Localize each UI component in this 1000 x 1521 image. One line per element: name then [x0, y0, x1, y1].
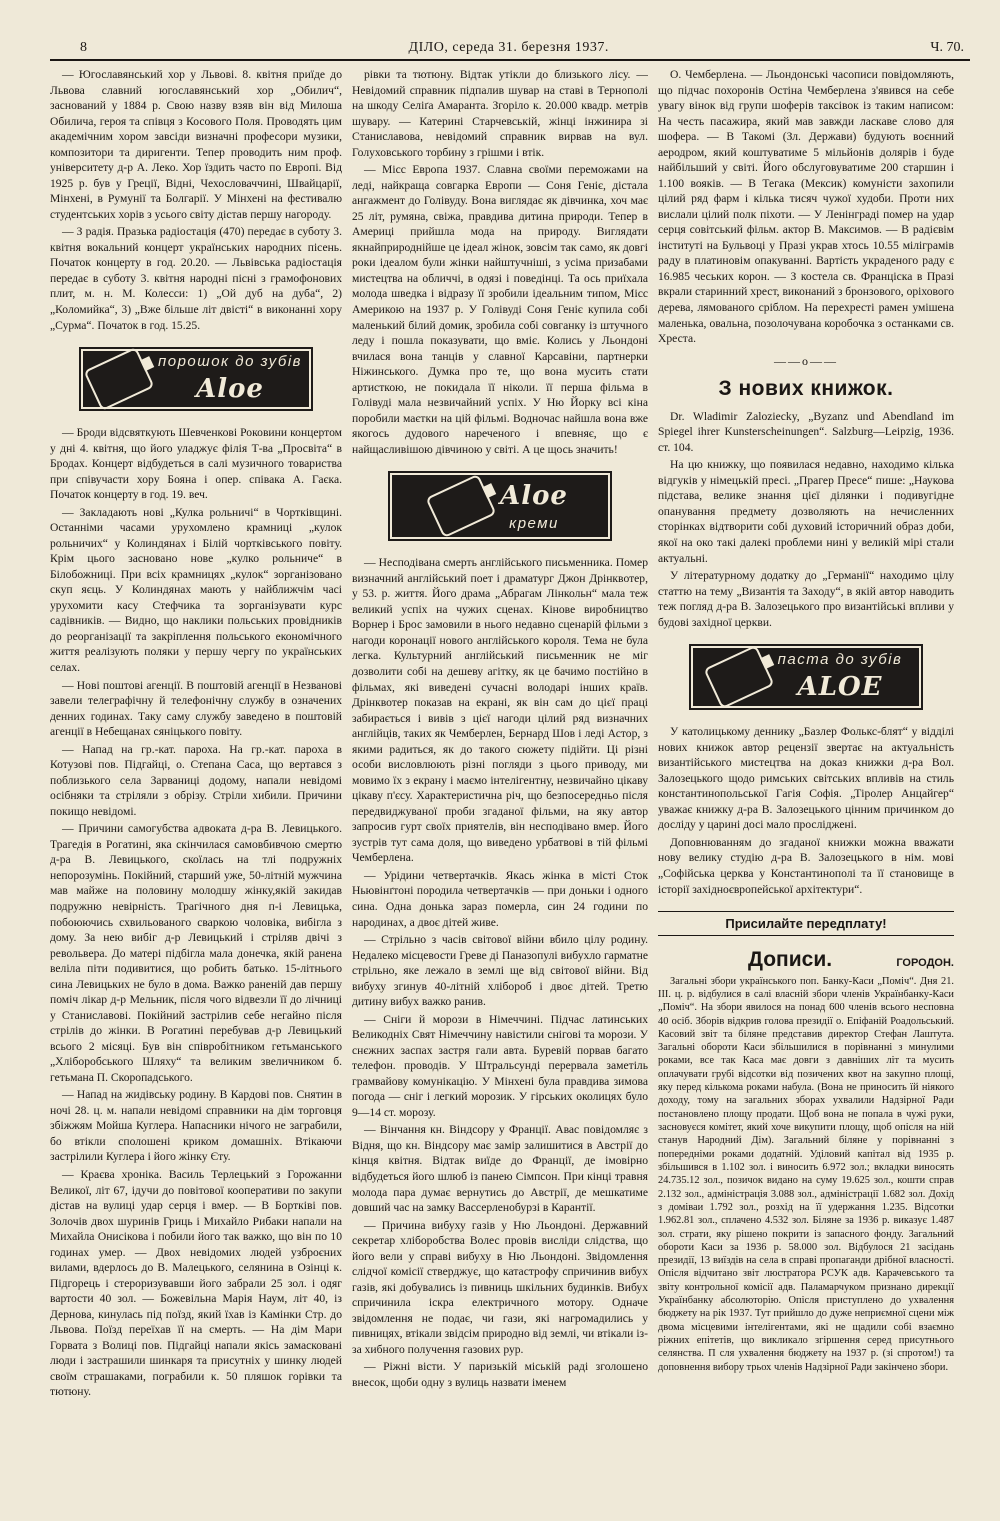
- article-miss-europe: — Місс Европа 1937. Славна своїми переможами на леді, найкраща совгарка Европи — Соня Геніє, дістала ангажмент до Голівуду. Вона виглядає як дівчинка, хоч має 25 літ, румяна, свіжа, правдива дитина природи. Тепер в Америці прийшла мода на природу. Виглядати якнайприроднійше це ідеал жінок, зовсім так само, як довгі роки ідеалом були жінки найштучніші, з усіма призабами мистецтва на обличчі, в одязі і поведінці. Та ось приїхала молода шведка і відразу її зробили ідеальним типом, Місс Америкою на 1937 р. У Голівуді Соня Геніє купила собі маленький білий домик, зробила собі совганку із штучного леду і пошла показувати, що вміє. Колись у Льондоні вчилася вона танців у славної Карсавіни, партнерки Ніжинського. Думка про те, що вона мусить стати артисткою, не покидала її ніколи. її перша фільма в Голівуді мала незвичайний успіх. У Ню Йорку всі кіна поробили маєтки на цій фільмі. Водночас найшла вона вже якогось дудового нареченого і впевняє, що є найщасливішою дівчиною у світі. А це щось значить!: [352, 163, 648, 456]
- dopysy-title: Дописи.: [748, 948, 833, 972]
- dopysy-place: ГОРОДОН.: [896, 957, 954, 970]
- article-levytsky-suicide: — Причини самогубства адвоката д-ра В. Левицького. Трагедія в Рогатині, яка скінчилася самовбивчою смертю д-ра В. Левицького, скоїлась на тлі подружніх непорозумінь. Покійний, старший уже, 50-літній мужчина мав майже на половину молодшу жінку,якій закидав подружню невірність. Трагічного дня п-і Левицька, побоюючись схвильованого сваркою чоловіка, вибігла з дому. За нею вибіг д-р Левицький і стріляв двічі з револьвера. До матері підбігла мала донечка, якій ранена веліла піти подивитися, що робить батько. 15-літнього сина Левицьких не було в дома. Важко раненій дав першу поміч лікар д-р Мельник, після чого відвезли її до лічниці у Станиславові. Покійний застрілив себе негайно після стрілів до жінки. В Рогатині перебував д-р Левицький всього 2 місяці. Був він співробітником гетьманського „Хліборобського Шляху“ та великим звеличником б. гетьмана П. Скоропадського.: [50, 822, 342, 1084]
- article-attack-priest: — Напад на гр.-кат. пароха. На гр.-кат. пароха в Котузові пов. Підгайці, о. Степана Саса, що вертався з поблизького села Зарваниці додому, напали невідомі осібняки та стріляли з обрізу. Стріли хибили. Причини покищо невідомі.: [50, 742, 342, 818]
- article-postal-agencies: — Нові поштові агенції. В поштовій агенції в Незванові завели телеграфічну й телефонічну службу в означених денних годинах. Таку саму службу заведено в поштовій агенції в Небещанах сяніцького повіту.: [50, 678, 342, 739]
- ad-brand: Aloe: [196, 373, 264, 404]
- issue-number: Ч. 70.: [930, 40, 964, 55]
- ad-subtitle: порошок до зубів: [157, 352, 303, 370]
- tube-icon: [83, 347, 154, 411]
- article-regional-chronicle: — Краєва хроніка. Василь Терлецький з Горожанни Великої, літ 67, ідучи до повітової кооперативи по закупи дістав на вулиці удар серця і вмер. — В Бортківі пов. Золочів двох шуринів Гриць і Михайло Рибаки напали на Михайла Онисікова і побили його так важко, що він по 10 годинах умер. — Двох невідомих людей узброєних вилами, вдерлось до В. Малецького, селянина в Озінці к. Підгорець і стероризувавши його забрали 25 зол. і одяг вартости 40 зол. — Божевільна Марія Наум, літ 40, із Дернова, кинулась під поїзд, який їхав із Камінки Стр. до Львова. Поїзд переїхав її на смерть. — На дім Мари Горвата з Волиці пов. Підгайці напали якісь замасковані люди і застрашили шинкаря та присутніх у шинку людей своїм страшаками, пограбили к. 50 пляшок горівки та тютюну.: [50, 1168, 342, 1399]
- article-chronicle-continued: рівки та тютюну. Відтак утікли до близького лісу. — Невідомий справник підпалив шувар на ставі в Тернополі на шкоду Селіґа Амаранта. Згоріло к. 20.000 квадр. метрів шувару. — Катерині Старчевській, жінці інжинира зі Станиславова, невідомий справник вирвав на вул. Голуховського торбину з грішми і втік.: [352, 68, 648, 159]
- dopysy-article: Загальні збори українського поп. Банку-Каси „Поміч“. Дня 21. III. ц. р. відбулися в салі власній збори членів Українбанку-Каси „Поміч“. На збори явилося на понад 600 членів всього несповна 40 осіб. Зборів відкрив голова президії о. Епіфаній Роадольський. Касовий звіт та біляне представив директор Стефан Лаштута. Загальні обороти Каси збільшилися в порівнанні з минулими роками, все так Каса має довги з давніших літ та мусить оплачувати грубі відсотки від позичених квот на закупно площі, яку перед кількома роками набула. (Вона не приносить їй ніякого доходу, тому на загальних зборах ухвалили Надзірної Ради постановлено площу продати. Щоб вона не попала в чужі руки, засновуєся комітет, який хоче викупити площу, щоб опісля на ній станув Народний Дім). Загальний біляне у порівнанні з попередніми роками додатній. Уділовий капітал від 1935 р. збільшився в 1.102 зол. і виносить 6.972 зол.; вкладки виносять 24.735.12 зол., позичок видано на суму 19.625 зол., кошти справ 2.132 зол., адміністрація 3.088 зол., адміністрації 1.682 зол. Дохід з доміваи 1.792 зол., розхід на її удержання 1.235. Відсотки 1.962.81 зол., сплачено 4.532 зол. Біляне за 1936 р. виказує 1.487 зол. страти, яку рішено покрити із запасного фонду. Загальний обороти Каси за 1936 р. 58.000 зол. Відбулося 21 засідань президії, 13 виїздів на села в справі пропаганди дрібної власності. Опісля відчитано звіт люстратора РСУК адв. Карачевського та звіту контрольної комісії адв. Паламарчуком признано дирекції Українбанку абсолюторію. Опісля приступлено до ухвалення бюджету на рік 1937. Тут прийшло до дуже неприємної сцени між двома місцевими інтелігентами, які не щадили собі взаємно ріжних епітетів, що викликало згіршення серед присутнього селянства. П сля ухвалення бюджету на 1937 р. (зі спротом!) та доповнення вибору трьох членів Надзірної Ради закінчено збори.: [658, 975, 954, 1373]
- book-reference: Dr. Wladimir Zaloziecky, „Byzanz und Abendland im Spiegel ihrer Kunsterscheinungen“. Salzburg—Leipzig, 1936. ст. 104.: [658, 409, 954, 454]
- ad-brand: Aloe: [500, 480, 568, 511]
- article-quadruplets: — Урідини четвертачків. Якась жінка в місті Сток Ньювінґтоні породила четвертачків — при доньки і одного сина. Одна донька зараз померла, син 24 години по народинах, а двоє дітей живе.: [352, 868, 648, 929]
- page-number: 8: [80, 40, 87, 55]
- aloe-toothpaste-ad: [689, 644, 923, 710]
- cream-jar-icon: [425, 474, 496, 538]
- columns: [50, 67, 970, 1507]
- article-shell-explosion: — Стрільно з часів світової війни вбило цілу родину. Недалеко місцевости Греве ді Паназопулі вибухло гарматне стрільно, яке лежало в землі ще від світової війни. Від вибуху згинув 40-літній хлібороб і двоє дітей. Третю дитину вибух важко ранив.: [352, 933, 648, 1009]
- book-review-1: На цю книжку, що появилася недавно, находимо кілька відгуків у німецькій пресі. „Прагер Пресе“ пише: „Наукова підстава, велике знання цієї ділянки і подивугідне опанування предмету дозволяють на нечисленних сторінках відтворити собі духовий історичний образ доби, якої на око такі далекі проблеми нині у великій мірі стали актуальні.: [658, 458, 954, 565]
- article-attack-family: — Напад на жидівську родину. В Кардові пов. Снятин в ночі 28. ц. м. напали невідомі справники на дім торговця збіжжям Мойша Куглера. Напасники нічого не заграбили, бо втікли сполошені криком домашніх. Втікаючи застрілили Куглера і його жінку Єту.: [50, 1088, 342, 1164]
- article-drinkwater-death: — Несподівана смерть англійського письменника. Помер визначний англійський поет і драматург Джон Дрінквотер, у 53. р. життя. Його драма „Абрагам Лінкольн“ мала теж великий успіх на чужих сценах. Кінове виробництво Ворнер і Брос замовили в нього недавно сценарій фільми з нагоди коронації нового англійського короля. Тема не була легка. Культурний англійський письменник не міг дозволити собі на дешеву агітку, як це бачимо постійно в фільмах, які виведені сучасні володарі інших країв. Дрінквотер показав на екрані, як він сам до цієї праці забирається і вивів з цієї нагоди цілий ряд визначних англійців, таких як Чемберлен, Бернард Шов і леді Астор, з якими радиться, як до такого сюжету підійти. Ці різні особи висловлюють різні погляди з цього приводу, ми мовимо їх з екрану і маємо інтелігентну, незвичайно цікаву цікаву п'єсу. Характеристична річ, що безпосередньо після передвиджуваної проби згаданої фільми, на яку автор запросив гурт своїх приятелів, він несподівано вмер. Його зустрів тут сама доля, що виведено урбатвові в тій фільмі Чемберлена.: [352, 556, 648, 865]
- article-radio: — З радія. Празька радіостація (470) передає в суботу 3. квітня вокальний концерт українських народних пісень. Початок концерту в год. 20.20. — Львівська радіостація передає в суботу 3. квітня народні пісні з грамофонових плит, м. н. М. Колесси: 1) „Ой дуб на дуба“, 2) „Коломийка“, 3) „Вже більше літ двісті“ в виконанні хору „Сурма“. Початок в год. 15.25.: [50, 225, 342, 332]
- article-snow-germany: — Сніги й морози в Німеччині. Підчас латинських Великодніх Свят Німеччину навістили снігові та морози. У снєжних заспах застря гали авта. Буревій порвав багато телефон. проводів. У Штральсунді перервала заметіль грамвайову комунікацію. У Мінхені була правдива зимова погода — сніг і легкий морозик. У гірських околицях було 9—14 ст. морозу.: [352, 1012, 648, 1119]
- ad-subtitle: паста до зубів: [777, 650, 903, 668]
- article-misc-news: — Ріжні вісти. У паризькій міській раді зголошено внесок, щоби одну з вулиць назвати іменем: [352, 1360, 648, 1389]
- article-windsor-wedding: — Вінчання кн. Віндсору у Франції. Авас повідомляє з Відня, що кн. Віндсору має замір залишитися в Австрії до кінця квітня. Відтак виїде до Франції, де імовірно відбудеться його шлюб із панею Сімпсон. При кінці травня молода пара думає вернутись до Австрії, де мешкатиме довший час на замку Вассерленобурзі в Карантії.: [352, 1123, 648, 1215]
- ad-subtitle: креми: [509, 514, 559, 532]
- masthead-title: ДІЛО, середа 31. березня 1937.: [408, 40, 609, 55]
- aloe-toothpowder-ad: [79, 347, 313, 411]
- ad-brand: ALOE: [797, 671, 883, 702]
- divider: ——o——: [774, 353, 838, 368]
- subscribe-banner: Присилайте передплату!: [658, 911, 954, 936]
- column-2: [352, 67, 648, 1507]
- book-review-3: У католицькому деннику „Базлер Фолькс-блят“ у відділі нових книжок автор рецензії звертає на актуальність византійського мистецтва на доказ книжки д-ра Вол. Залозецького щодо римських світських впливів на стиль константинопольської Гагія Софія. „Тіролер Анцайгер“ уважає книжку д-ра В. Залозецького цінним причинком до досліду у царині досі мало просліджені.: [658, 725, 954, 832]
- column-3: [658, 67, 954, 1507]
- book-review-2: У літературному додатку до „Германії“ находимо цілу статтю на тему „Византія та Заходу“, в якій автор наводить теж погляд д-ра В. Залозецького про византійські впливи у будові західної церкви.: [658, 569, 954, 629]
- column-1: [50, 67, 342, 1507]
- article-yugoslav-choir: — Югославянський хор у Львові. 8. квітня приїде до Львова славний югославянський хор „Обилич“, заснований у 1884 р. Свою назву взяв він від Милоша Обилича, героя та співця з Косового Поля. Проводять цим академічним хором завсіди визначні професори музики, композитори та диригенти. Тепер проводить ним проф. університету д-р А. Леко. Хор їздить часто по Европі. Від 1925 р. був у Греції, Відні, Чехословаччині, Швайцарії, Мінхені, в Румунії та Болгарії. У Мінхені на фестивалю студентських хорів з усього світу дістав першу нагороду.: [50, 68, 342, 221]
- article-brody-shevchenko: — Броди відсвяткують Шевченкові Роковини концертом у дні 4. квітня, що його уладжує філія Т-ва „Просвіта“ в Бродах. Концерт відбудеться в салі музичного товариства при співучасти хору Бояна і опер. співака А. Гаєка. Початок концерту в год. 19. веч.: [50, 426, 342, 502]
- dopysy-header: [658, 946, 954, 974]
- book-review-4: Доповнюванням до згаданої книжки можна вважати нову велику студію д-ра В. Залозецького в нім. мові „Софійська церква у Константинополі та її становище в історії західноєвропейської архітектури“.: [658, 835, 954, 896]
- masthead: [50, 40, 970, 61]
- books-section-title: З нових книжок.: [718, 376, 894, 400]
- tube-icon: [703, 645, 774, 709]
- article-new-london-explosion: — Причина вибуху газів у Ню Льондоні. Державний секретар хліборобства Волес провів висліди слідства, що його вели у справі вибуху в Ню Льондоні. Звідомлення слідчої комісії стверджує, що катастрофу спричинив вибух газів, які добувались із пивниць шкільних будинків. Вибух спричинила іскра електричного мотору. Одначе звідомлення не подає, чи гази, які нагромадились у пивницях, втікали звідсім природно від землі, чи втікали із-за хибного получення газових рур.: [352, 1218, 648, 1356]
- article-misc-news-continued: О. Чемберлена. — Льондонські часописи повідомляють, що підчас похоронів Остіна Чемберлена з'явився на себе увагу вінок від групи шоферів таксівок із таким написом: На честь пасажира, який мав завжди ласкаве слово для шофера. — В Такомі (Зл. Держави) будують воєнний аеродром, який коштуватиме 5 мільйонів долярів і буде найбільший у світі. Його обслуговуватиме 200 старшин і 1.100 вояків. — В Тегака (Мексик) комуністи захопили цілий ряд фарм і кілька тисяч чужої худоби. Проти них вислали цілий полк піхоти. — У Ленінграді помер на удар серця совітський фільм. актор В. Максимов. — В радієвім інституті на Бульвоці у Празі украв хтось 10.55 міліграмів раду в платиновім опакуванні. Вартість украденого раду є 16.985 чеських корон. — З костела св. Франціска в Празі вкрали старинний хрест, виконаний з бронзового, оріхового дерева, лямованого сріблом. На перехресті рамен умішена маленька, овальна, позолочувана коробочка з останками св. Хреста.: [658, 68, 954, 346]
- aloe-cream-ad: [388, 471, 612, 541]
- article-kulka-rolnichi: — Закладають нові „Кулка рольничі“ в Чортківщині. Останніми часами урухомлено крамниці „кулок рольничих“ у Колиндянах і Білій чортківського повіту. Крім цього засновано нове „кулко рольниче“ в Білобожниці. При всіх крамницях „кулок“ зорганізовано скуп яєць. У Колиндянах мають у найближчім часі урухомити касу Стефчика та зорганізувати курс садівників. — Видно, що наклики польських провідників до реорганізації та закріплення польського економічного життя реалізують поляки у першу чергу по українських селах.: [50, 505, 342, 674]
